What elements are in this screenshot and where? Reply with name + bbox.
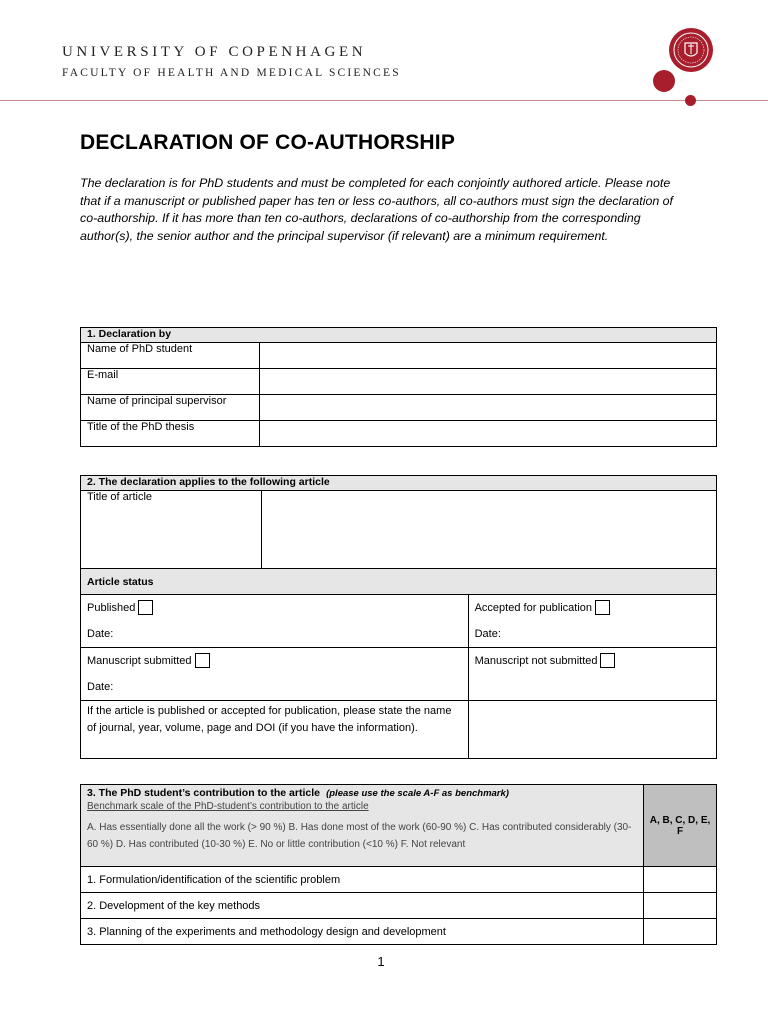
- published-label: Published: [87, 602, 136, 614]
- submitted-checkbox[interactable]: [195, 653, 210, 668]
- accepted-date-label: Date:: [474, 628, 501, 640]
- accepted-cell: [468, 595, 716, 648]
- field-input-supervisor[interactable]: [260, 395, 717, 421]
- section1-heading: 1. Declaration by: [81, 328, 717, 343]
- brand-dot-small: [685, 95, 696, 106]
- contribution-score-input[interactable]: [644, 867, 717, 893]
- page-title: DECLARATION OF CO-AUTHORSHIP: [80, 131, 456, 154]
- page-number: 1: [377, 954, 385, 969]
- field-input-article-title[interactable]: [262, 491, 717, 569]
- published-cell: [81, 595, 469, 648]
- section3-table: [80, 784, 717, 945]
- published-checkbox[interactable]: [138, 600, 153, 615]
- field-input-email[interactable]: [260, 369, 717, 395]
- accepted-checkbox[interactable]: [595, 600, 610, 615]
- benchmark-title: Benchmark scale of the PhD-student’s contribution to the article: [87, 801, 369, 812]
- journal-note: If the article is published or accepted for publication, please state the name of journal, year, volume, page and DOI (if you have the information).: [81, 701, 469, 759]
- intro-paragraph: The declaration is for PhD students and must be completed for each conjointly authored article. Please note that if a manuscript or published paper has ten or less co-authors, all co-authors must sign the declaration of co-authorship. If it has more than ten co-authors, declarations of co-authorship from the corresponding author(s), the senior author and the principal supervisor (if relevant) are a minimum requirement.: [80, 176, 674, 243]
- benchmark-scale: A. Has essentially done all the work (> 90 %) B. Has done most of the work (60-90 %) C. Has contributed considerably (30-60 %) D. Has contributed (10-30 %) E. No or little contribution (<10 %) F. Not relevant: [87, 822, 632, 850]
- published-date-label: Date:: [87, 628, 114, 640]
- field-label-supervisor: Name of principal supervisor: [81, 395, 260, 421]
- header-divider: [0, 100, 768, 101]
- section1-table: [80, 327, 717, 447]
- contribution-score-input[interactable]: [644, 919, 717, 945]
- section2-heading: 2. The declaration applies to the following article: [81, 476, 717, 491]
- submitted-cell: [81, 648, 469, 701]
- university-name: UNIVERSITY OF COPENHAGEN: [62, 44, 367, 60]
- brand-dot-large: [653, 70, 675, 92]
- scale-column-header: A, B, C, D, E, F: [644, 785, 717, 867]
- field-label-article-title: Title of article: [81, 491, 262, 569]
- field-label-email: E-mail: [81, 369, 260, 395]
- contribution-item: 1. Formulation/identification of the scientific problem: [81, 867, 644, 893]
- field-input-journal[interactable]: [468, 701, 716, 759]
- contribution-score-input[interactable]: [644, 893, 717, 919]
- university-seal-logo: [668, 27, 714, 73]
- section3-header-cell: [81, 785, 644, 867]
- submitted-label: Manuscript submitted: [87, 655, 192, 667]
- section3-heading-note: (please use the scale A-F as benchmark): [326, 788, 509, 799]
- section2-table: [80, 475, 717, 759]
- not-submitted-cell: [468, 648, 716, 701]
- not-submitted-label: Manuscript not submitted: [474, 655, 598, 667]
- section3-heading: 3. The PhD student’s contribution to the article: [87, 787, 320, 799]
- field-input-phd-student[interactable]: [260, 343, 717, 369]
- not-submitted-checkbox[interactable]: [600, 653, 615, 668]
- faculty-name: FACULTY OF HEALTH AND MEDICAL SCIENCES: [62, 67, 401, 79]
- contribution-item: 2. Development of the key methods: [81, 893, 644, 919]
- field-label-thesis-title: Title of the PhD thesis: [81, 421, 260, 447]
- article-status-label: Article status: [81, 569, 717, 595]
- submitted-date-label: Date:: [87, 681, 114, 693]
- field-input-thesis-title[interactable]: [260, 421, 717, 447]
- field-label-phd-student: Name of PhD student: [81, 343, 260, 369]
- accepted-label: Accepted for publication: [474, 602, 593, 614]
- contribution-item: 3. Planning of the experiments and methodology design and development: [81, 919, 644, 945]
